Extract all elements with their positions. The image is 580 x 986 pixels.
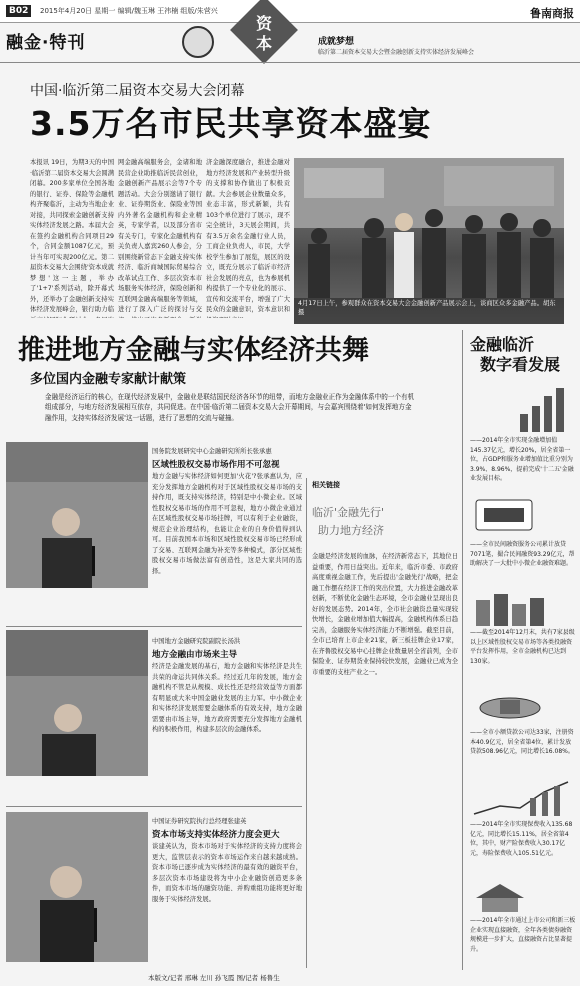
feature-title: 成就梦想 (318, 37, 355, 47)
feature-subtitle: 临沂第二届资本交易大会暨金融创新支持实体经济发展峰会 (318, 49, 475, 56)
stat-item-1: ——2014年全市实现金融增加值145.37亿元，增长20%，居全省第一位，占GDP和服务业增加值比重分别为3.9%、8.96%，提前完成'十二五'金融业发展目标。 (470, 437, 574, 483)
buildings-graphic (470, 590, 574, 626)
story2-subhead: 多位国内金融专家献计献策 (30, 372, 187, 387)
panel3-title: 资本市场支持实体经济力度会更大 (152, 830, 280, 840)
growth-chart-icon (470, 778, 574, 818)
panel2-kicker: 中国地方金融研究院副院长汤洪 (152, 638, 241, 645)
emblem-icon (182, 26, 214, 58)
panel2-text: 经济是金融发展的基石，地方金融和实体经济是共生共荣的命运共同体关系。经过近几年的发展，地方金融机构不管是从规模、成长性还是经营效益等方面都有明显或大米中国金融业发展的主力军。中小微企业和实体经济发展需要金融体系的有效支持，地方金融需要由市场主导，地方政府需要充分发挥地方金融机构的积极作用，构建多层次的金融体系。 (152, 663, 302, 733)
coins-graphic (470, 690, 574, 726)
panel3-kicker: 中国证券研究院执行总经理张建英 (152, 818, 247, 825)
panel-divider (6, 806, 302, 807)
bar-chart-icon (470, 384, 574, 434)
panel-divider (6, 626, 302, 627)
panel3-text: 谈建英认为，资本市场对于实体经济的支持力度将会更大，监管层表示的资本市场运作来自越来越成熟。资本市场已逐步成为实体经济的最有效的融资平台，多层次资本市场建设将为中小企业融资创造更多条件，而资本市场的融资功能、并购重组功能将更好地服务于实体经济发展。 (152, 843, 302, 903)
byline: 本版文/记者 邢琳 左川 孙飞霞 图/记者 杨鲁生 (148, 974, 280, 982)
panel1-text: 地方金融与实体经济如何更加'火花'?张承惠认为，应充分发挥地方金融机构对于区域性股权交易市场的支持作用，既支持实体经济，特别是中小微企业。区域性股权交易市场的作用不可忽视，地方小微企业通过在区域性股权交易市场挂牌，可以有利于企业融资，规范企业治理结构，也能让企业的自身价值得到认可。目前我国本市场和区域性股权交易市场已经形成了交易、互联网金融为补充等多种模式，部分区域性股权交易市场做法富有创造性，这是大家共同的选择。 (152, 473, 302, 575)
panel3-photo-figure (6, 812, 148, 962)
story1-col2: 网金融高端服务会，金诸和地民营企业助推临沂民营创业，金融创新产品展示会等7个专题活动。大会分别邀请了银行业、证券期货业、保险业等国内外著名金融机构和企业精英，专家学者，以及部分省市有关专门，专家化金融机构有关负责人嘉宾260人参会，分别围绕新常态下金融支持实体经济、临沂商城国际贸易综合改革试点工作、多层次资本市场服务实体经济，保险创新和互联网金融高端服务等领域，进行了深入广泛的探讨与交 (118, 159, 202, 313)
panel1-photo (6, 442, 148, 588)
related-headline-2: 助力地方经济 (318, 524, 384, 537)
buildings-icon (470, 590, 574, 626)
stat-item-2: ——全市民间融资服务公司累计放贷7071笔，撮合民间融资93.29亿元，帮助解决了一大批中小微企业融资难题。 (470, 541, 575, 568)
story1-col1: 本报讯 19日，为期3天的中国·临沂第二届资本交易大会圆满闭幕。200多家单位全国各地的银行、证券、保险等金融机构齐聚临沂，主动为当地企业对接，共同探索金融创新支持实体经济发展之路。本届大会在签约金融机构合同项目29个，合同金额1087亿元，预计当年可实现200亿元。第二届资本交易大会围绕'资本成就梦想'这一主题，举办了'1+7'系列活动，除开幕式外，还举办了金融创新支持实体经济发展峰会，银行助力临 (30, 159, 114, 313)
sidebar-title-2: 数字看发展 (480, 355, 561, 374)
stat-item-6: ——2014年全市通过上市公司和新三板企业实现直接融资，全年各类债券融资规模进一步扩大，直接融资占比显著提升。 (470, 917, 576, 953)
panel3-photo (6, 812, 148, 962)
panel2-photo-figure (6, 630, 148, 776)
related-text: 金融是经济发展的血脉，在经济新常态下，其地位日益重要，作用日益突出。近年来，临沂市委、市政府高度重视金融工作，先后提出'金融先行'战略，把金融工作摆在经济工作的突出位置，大力推进金融改革创新，不断优化金融生态环境，全市金融业呈现出良好的发展态势。2014年，全市社会融资总量实现较快增长，金融业增加值大幅提高，金融机构体系日趋完善，金融服务实体经济能力不断增强。截至目前，全市已培育上市企业21家，新三板挂牌企业17家，在齐鲁股权交易中心挂牌企业数量居全省前列，全市保险业、证券期货业保持较快发展，金融业已成为全市重要的支柱产业之一。 (312, 553, 458, 676)
badge-char-2: 本 (255, 34, 272, 53)
dateline: 2015年4月20日 星期一 编辑/魏玉琳 王祎楠 组版/朱营兴 (40, 7, 218, 15)
photo-caption: 4月17日上午，参观群众在资本交易大会金融创新产品展示会上，谈商区众多金融产品。胡东 摄 (294, 298, 564, 324)
bar-chart-graphic (470, 384, 574, 434)
house-icon (470, 880, 574, 914)
story2-intro: 金融是经济运行的核心，在现代经济发展中，金融业是联结国民经济各环节的纽带，而地方金融业正作为金融体系中的一个有机组成部分，与地方经济发展相互依存，共同促进。在中国·临沂第二届资本交易大会开幕期间，与会嘉宾围绕着'如何发挥地方金融作用，支持实体经济发展'这一话题，进行了思想的交流与碰撞。 (45, 393, 415, 422)
badge-char-1: 资 (255, 14, 272, 33)
panel1-photo-figure (6, 442, 148, 588)
story1-col3: 济金融深度融合，推进金融对地方经济发展和产业转型升级的支撑和协作做出了积极贡献。大会参展企业数量众多，业态丰富，形式新颖，共有103个单位进行了展示，现不完全统计，3天展会期间，共有3.5万余名金融行业人员，工商企业负责人，市民，大学校学生参加了展览，展区的设立，既充分展示了临沂市经济社会发展的亮点，也为参展机构提供了一个专业化的展示、宣传和交流平台，增强了广大民众的金融意识，资本意识和 (206, 159, 290, 313)
house-graphic (470, 880, 574, 914)
coins-icon (470, 690, 574, 726)
sidebar-title-1: 金融临沂 (470, 335, 535, 354)
expo-photo (294, 158, 564, 324)
panel2-title: 地方金融由市场来主导 (152, 650, 238, 660)
section-title: 融金·特刊 (6, 33, 86, 53)
stat-item-3: ——截至2014年12月末，共有7家县级以上区域性股权交易市场等各类投融资平台发挥作用，全市金融机构已达到130家。 (470, 629, 575, 665)
related-headline-1: 临沂'金融先行' (312, 506, 385, 519)
sidebar-divider (462, 330, 463, 970)
growth-chart-graphic (470, 778, 574, 818)
page-number: B02 (6, 5, 31, 17)
badge-text (254, 14, 274, 54)
related-title: 相关链接 (312, 481, 340, 489)
story1-headline: 3.5万名市民共享资本盛宴 (30, 104, 432, 143)
story1-kicker: 中国·临沂第二届资本交易大会闭幕 (30, 83, 245, 99)
panel1-title: 区域性股权交易市场作用不可忽视 (152, 460, 280, 470)
stat-item-5: ——2014年全市实现保费收入135.68亿元，同比增长15.11%，居全省第4位，其中，财产险保费收入30.17亿元，寿险保费收入105.51亿元。 (470, 821, 573, 857)
stat-item-4: ——全市小额贷款公司达33家，注册资本40.9亿元，居全省第4位，累计发放贷款508.96亿元，同比增长16.08%。 (470, 729, 574, 756)
panel2-photo (6, 630, 148, 776)
story2-headline: 推进地方金融与实体经济共舞 (18, 335, 369, 366)
bank-graphic (470, 494, 574, 536)
divider (0, 62, 580, 63)
column-divider (306, 478, 307, 968)
masthead: 鲁南商报 (530, 7, 574, 20)
panel1-kicker: 国务院发展研究中心金融研究所所长张承惠 (152, 448, 272, 455)
bank-icon (470, 494, 574, 536)
